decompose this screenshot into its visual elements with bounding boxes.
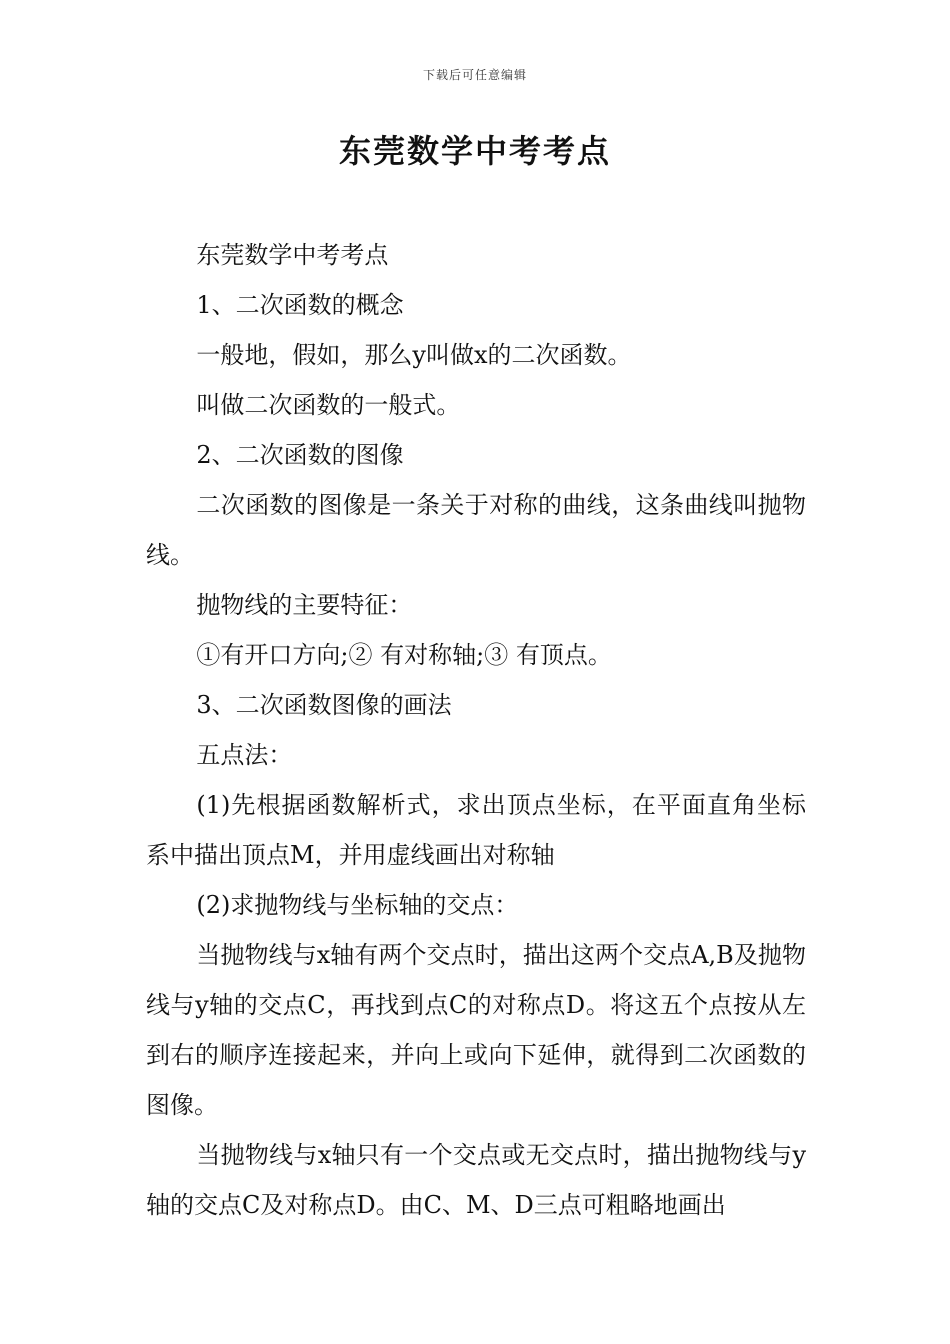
paragraph-section-3-heading: 3、二次函数图像的画法	[196, 691, 452, 719]
paragraph-two-intersections: 当抛物线与x轴有两个交点时，描出这两个交点A,B及抛物线与y轴的交点C，再找到点C的对称点D。将这五个点按从左到右的顺序连接起来，并向上或向下延伸，就得到二次函数的图像。	[146, 941, 806, 1119]
paragraph-definition: 一般地，假如，那么y叫做x的二次函数。	[196, 341, 632, 369]
paragraph-subtitle: 东莞数学中考考点	[196, 241, 389, 269]
paragraph-one-or-no-intersection: 当抛物线与x轴只有一个交点或无交点时，描出抛物线与y轴的交点C及对称点D。由C、M、D三点可粗略地画出	[146, 1141, 806, 1219]
paragraph-step-2: (2)求抛物线与坐标轴的交点：	[196, 891, 519, 919]
document-title: 东莞数学中考考点	[338, 132, 611, 170]
paragraph-features-list: ①有开口方向;② 有对称轴;③ 有顶点。	[196, 641, 612, 669]
paragraph-features-heading: 抛物线的主要特征：	[196, 591, 413, 619]
paragraph-five-point-method: 五点法：	[196, 741, 293, 769]
document-body	[146, 230, 806, 1230]
page-header-note: 下载后可任意编辑	[422, 68, 527, 82]
paragraph-general-form: 叫做二次函数的一般式。	[196, 391, 461, 419]
paragraph-step-1: (1)先根据函数解析式，求出顶点坐标，在平面直角坐标系中描出顶点M，并用虚线画出对称轴	[146, 791, 806, 869]
paragraph-graph-description: 二次函数的图像是一条关于对称的曲线，这条曲线叫抛物线。	[146, 491, 806, 569]
paragraph-section-2-heading: 2、二次函数的图像	[196, 441, 404, 469]
paragraph-section-1-heading: 1、二次函数的概念	[196, 291, 404, 319]
